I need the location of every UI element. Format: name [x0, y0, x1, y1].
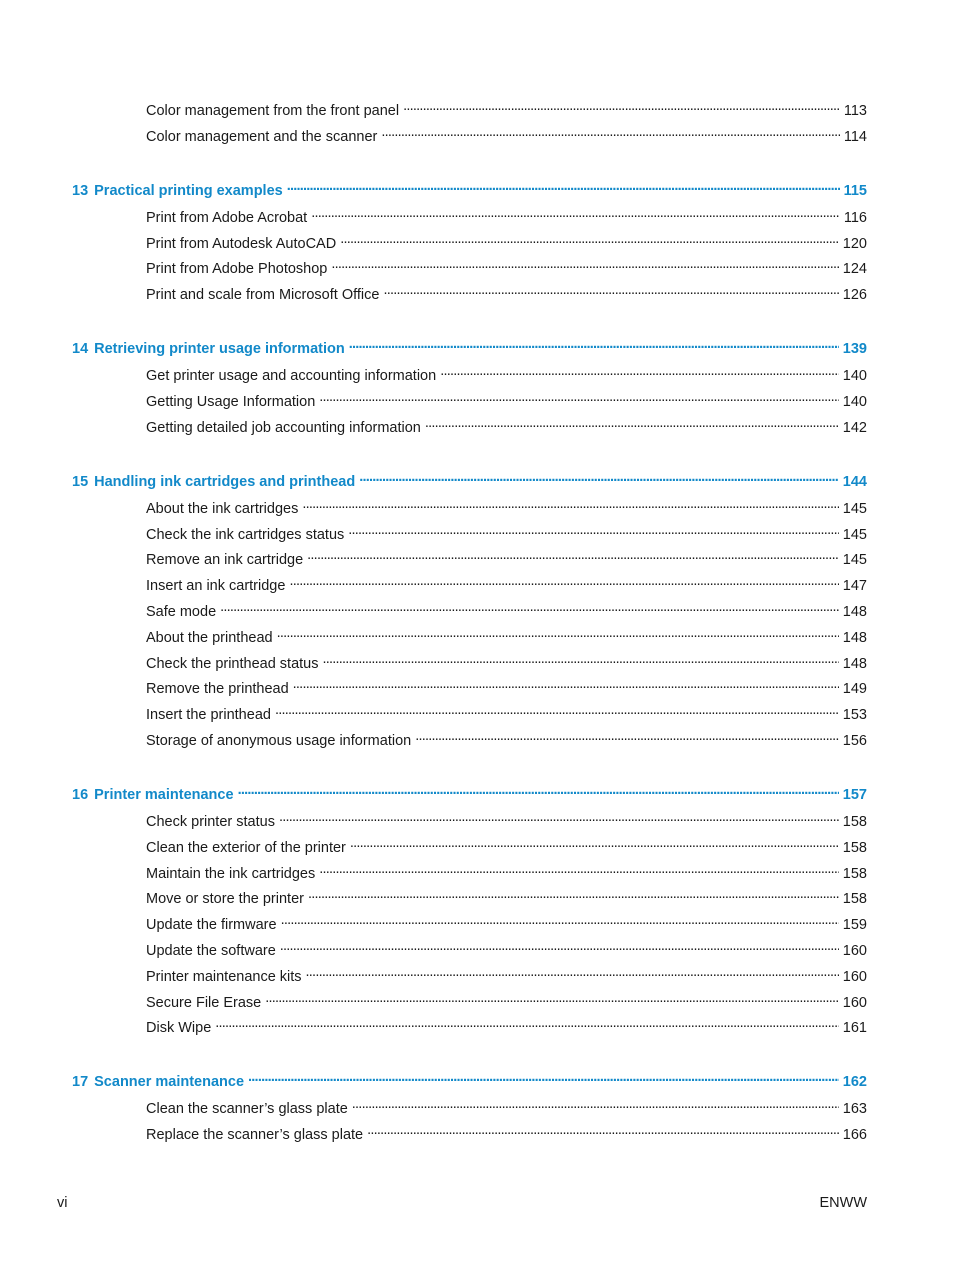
toc-entry-text: Handling ink cartridges and printhead: [94, 473, 356, 490]
toc-entry-title: [146, 732, 415, 750]
toc-page-number: 142: [842, 419, 867, 436]
toc-entry-text: Getting detailed job accounting information: [146, 419, 421, 436]
toc-page-number: 144: [842, 473, 867, 490]
toc-entry[interactable]: [146, 97, 867, 120]
toc-entry-text: Secure File Erase: [146, 994, 262, 1011]
toc-entry[interactable]: [146, 937, 867, 960]
footer-locale-code: ENWW: [819, 1195, 867, 1211]
dot-leader: [287, 177, 840, 195]
toc-entry-text: Move or store the printer: [146, 891, 304, 908]
toc-entry-title: [146, 813, 279, 831]
dot-leader: [340, 230, 839, 248]
toc-entry-title: [146, 603, 220, 621]
dot-leader: [349, 335, 839, 353]
toc-page-number: 115: [843, 182, 867, 199]
toc-entry-text: About the ink cartridges: [146, 500, 299, 517]
toc-chapter-entry[interactable]: [72, 177, 867, 200]
dot-leader: [367, 1121, 839, 1139]
toc-entry[interactable]: [146, 281, 867, 304]
dot-leader: [323, 650, 839, 668]
dot-leader: [306, 963, 839, 981]
toc-page-number: 145: [842, 500, 867, 517]
toc-entry[interactable]: [146, 885, 867, 908]
toc-entry-text: Print from Autodesk AutoCAD: [146, 235, 337, 252]
toc-page-number: 126: [842, 287, 867, 304]
toc-entry-text: Check the ink cartridges status: [146, 526, 345, 543]
toc-page-number: 159: [842, 917, 867, 934]
toc-entry-title: [146, 942, 280, 960]
dot-leader: [403, 97, 840, 115]
toc-entry-title: [146, 865, 319, 883]
toc-entry[interactable]: [146, 727, 867, 750]
toc-entry[interactable]: [146, 911, 867, 934]
toc-entry-text: Replace the scanner’s glass plate: [146, 1127, 364, 1144]
chapter-number: 13: [72, 182, 89, 199]
dot-leader: [308, 885, 839, 903]
toc-chapter-entry[interactable]: [72, 468, 867, 491]
toc-entry-text: Scanner maintenance: [94, 1074, 245, 1091]
toc-page-number: 158: [842, 839, 867, 856]
toc-entry[interactable]: [146, 362, 867, 385]
toc-entry-title: [72, 340, 349, 358]
toc-entry-title: [146, 286, 383, 304]
toc-entry-text: Insert the printhead: [146, 707, 271, 724]
toc-page-number: 160: [842, 943, 867, 959]
toc-entry-text: Print and scale from Microsoft Office: [146, 287, 380, 304]
toc-page-number: 162: [842, 1074, 867, 1091]
dot-leader: [248, 1068, 839, 1086]
toc-page-number: 148: [842, 604, 867, 620]
toc-entry-title: [146, 994, 265, 1012]
toc-entry-text: Check printer status: [146, 814, 275, 830]
toc-entry-text: Check the printhead status: [146, 655, 319, 672]
toc-entry[interactable]: [146, 1014, 867, 1037]
toc-page-number: 145: [842, 552, 867, 569]
dot-leader: [350, 834, 839, 852]
toc-page-number: 166: [842, 1127, 867, 1144]
toc-entry-title: [146, 577, 289, 595]
toc-page-number: 139: [842, 341, 867, 358]
toc-page-number: 161: [842, 1020, 867, 1037]
dot-leader: [275, 701, 839, 719]
toc-entry[interactable]: [146, 495, 867, 518]
toc-entry-title: [146, 680, 293, 698]
dot-leader: [331, 255, 838, 273]
toc-entry-title: [72, 786, 238, 804]
toc-page-number: 140: [842, 368, 867, 385]
toc-page-number: 163: [842, 1101, 867, 1118]
toc-entry[interactable]: [146, 963, 867, 986]
toc-entry[interactable]: [146, 675, 867, 698]
dot-leader: [215, 1014, 839, 1032]
dot-leader: [319, 388, 839, 406]
footer-page-number: vi: [57, 1195, 68, 1211]
toc-entry-text: Print from Adobe Acrobat: [146, 209, 308, 226]
toc-entry[interactable]: [146, 255, 867, 278]
dot-leader: [277, 624, 839, 642]
toc-entry-text: Disk Wipe: [146, 1020, 212, 1037]
toc-entry-title: [146, 629, 277, 647]
dot-leader: [425, 414, 839, 432]
toc-entry[interactable]: [146, 598, 867, 621]
toc-entry-title: [146, 128, 381, 146]
dot-leader: [293, 675, 839, 693]
toc-entry-title: [146, 102, 403, 120]
toc-page-number: 120: [842, 235, 867, 252]
dot-leader: [265, 989, 839, 1007]
toc-chapter-entry[interactable]: [72, 1068, 867, 1091]
toc-entry-text: Insert an ink cartridge: [146, 578, 286, 595]
toc-entry-title: [146, 839, 350, 857]
toc-page-number: 158: [842, 814, 867, 830]
toc-entry-title: [146, 1126, 367, 1144]
toc-entry-text: Update the firmware: [146, 917, 277, 934]
toc-entry-title: [146, 1100, 352, 1118]
toc-entry[interactable]: [146, 123, 867, 146]
toc-entry-text: Print from Adobe Photoshop: [146, 261, 328, 278]
toc-entry-text: Update the software: [146, 943, 276, 959]
toc-entry-title: [146, 235, 340, 253]
toc-entry[interactable]: [146, 521, 867, 544]
dot-leader: [359, 468, 839, 486]
toc-entry-text: Safe mode: [146, 604, 217, 620]
dot-leader: [279, 808, 839, 826]
toc-entry[interactable]: [146, 204, 867, 227]
toc-entry-text: About the printhead: [146, 629, 273, 646]
toc-page-number: 140: [842, 394, 867, 410]
dot-leader: [381, 123, 840, 141]
toc-entry-text: Clean the exterior of the printer: [146, 839, 346, 856]
toc-entry[interactable]: [146, 1121, 867, 1144]
toc-entry-text: Printer maintenance: [94, 787, 234, 803]
toc-entry-text: Maintain the ink cartridges: [146, 865, 316, 882]
toc-entry[interactable]: [146, 572, 867, 595]
dot-leader: [348, 521, 839, 539]
toc-entry-text: Storage of anonymous usage information: [146, 733, 412, 749]
toc-entry-text: Color management from the front panel: [146, 103, 400, 119]
toc-entry-title: [72, 473, 359, 491]
toc-entry-title: [146, 916, 281, 934]
chapter-number: 16: [72, 787, 89, 803]
toc-entry-title: [146, 890, 308, 908]
toc-entry-title: [146, 526, 348, 544]
toc-entry-text: Printer maintenance kits: [146, 968, 302, 985]
toc-entry[interactable]: [146, 860, 867, 883]
toc-page-number: 145: [842, 526, 867, 543]
toc-entry-title: [146, 706, 275, 724]
dot-leader: [289, 572, 838, 590]
toc-page-number: 114: [843, 128, 867, 145]
toc-entry-title: [146, 419, 425, 437]
toc-entry[interactable]: [146, 834, 867, 857]
dot-leader: [220, 598, 839, 616]
toc-entry[interactable]: [146, 388, 867, 411]
toc-chapter-entry[interactable]: [72, 781, 867, 804]
toc-entry[interactable]: [146, 230, 867, 253]
toc-entry[interactable]: [146, 624, 867, 647]
chapter-number: 17: [72, 1074, 89, 1091]
toc-page-number: 157: [842, 787, 867, 803]
toc-entry-text: Get printer usage and accounting information: [146, 368, 437, 385]
chapter-number: 14: [72, 341, 89, 358]
toc-entry-title: [146, 393, 319, 411]
toc-entry-title: [146, 551, 307, 569]
toc-page-number: 148: [842, 629, 867, 646]
toc-entry[interactable]: [146, 546, 867, 569]
dot-leader: [440, 362, 839, 380]
toc-page-number: 113: [843, 103, 867, 119]
chapter-number: 15: [72, 473, 89, 490]
toc-entry-text: Getting Usage Information: [146, 394, 316, 410]
toc-entry[interactable]: [146, 808, 867, 831]
dot-leader: [302, 495, 838, 513]
dot-leader: [307, 546, 839, 564]
toc-entry-text: Practical printing examples: [94, 182, 283, 199]
toc-entry-title: [146, 209, 311, 227]
toc-chapter-entry[interactable]: [72, 335, 867, 358]
toc-page-number: 148: [842, 655, 867, 672]
toc-page-number: 124: [842, 261, 867, 278]
toc-entry-title: [146, 655, 323, 673]
toc-entry-title: [72, 182, 287, 200]
toc-entry[interactable]: [146, 650, 867, 673]
toc-page-number: 156: [842, 733, 867, 749]
toc-entry-text: Color management and the scanner: [146, 128, 378, 145]
toc-entry-title: [146, 1019, 215, 1037]
dot-leader: [281, 911, 839, 929]
toc-entry[interactable]: [146, 701, 867, 724]
toc-entry-text: Remove the printhead: [146, 681, 289, 698]
dot-leader: [319, 860, 839, 878]
toc-entry-title: [146, 500, 302, 518]
toc-entry-text: Clean the scanner’s glass plate: [146, 1101, 348, 1118]
toc-entry-text: Retrieving printer usage information: [94, 341, 345, 358]
toc-page-number: 158: [842, 865, 867, 882]
dot-leader: [352, 1095, 839, 1113]
dot-leader: [415, 727, 839, 745]
toc-page-number: 149: [842, 681, 867, 698]
toc-page-number: 116: [843, 209, 867, 226]
toc-page-number: 153: [842, 707, 867, 724]
dot-leader: [280, 937, 839, 955]
toc-entry-title: [146, 968, 306, 986]
toc-entry[interactable]: [146, 989, 867, 1012]
dot-leader: [311, 204, 840, 222]
toc-entry-text: Remove an ink cartridge: [146, 552, 304, 569]
dot-leader: [238, 781, 839, 799]
toc-entry-title: [72, 1073, 248, 1091]
toc-entry-title: [146, 260, 331, 278]
toc-page-number: 147: [842, 578, 867, 595]
toc-entry[interactable]: [146, 414, 867, 437]
dot-leader: [383, 281, 838, 299]
toc-page-number: 158: [842, 891, 867, 908]
toc-page-number: 160: [842, 968, 867, 985]
toc-entry[interactable]: [146, 1095, 867, 1118]
toc-entry-title: [146, 367, 440, 385]
toc-page-number: 160: [842, 994, 867, 1011]
